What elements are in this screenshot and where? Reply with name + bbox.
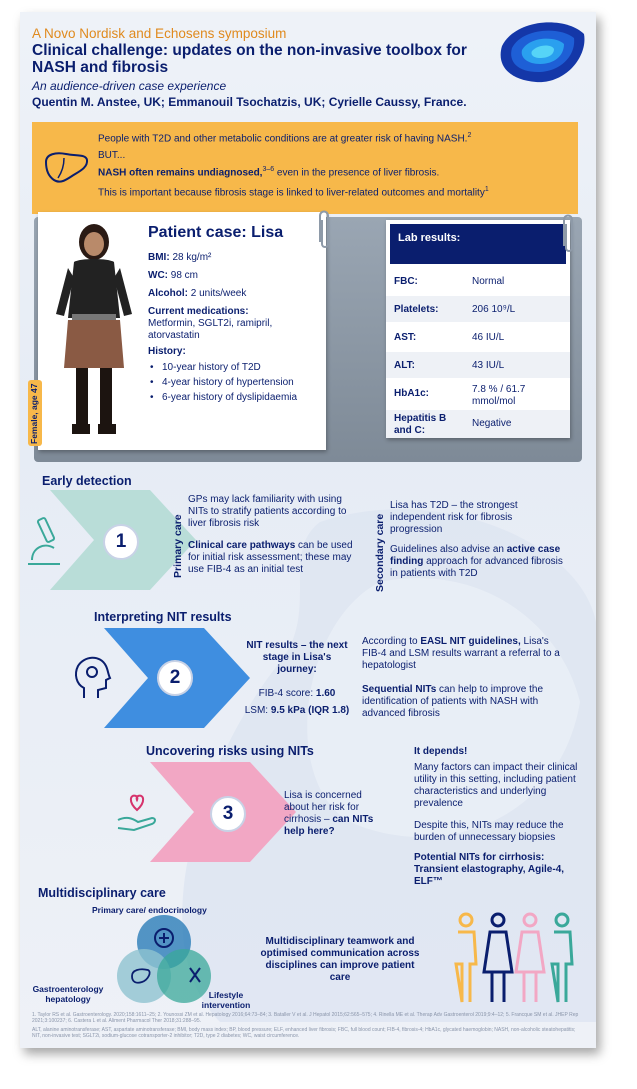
- lab-row: ALT: 43 IU/L: [386, 352, 570, 378]
- risks-text2: Despite this, NITs may reduce the burden of unnecessary biopsies: [414, 820, 564, 843]
- footer-references: 1. Taylor RS et al. Gastroenterology. 2020;158:1611–25; 2. Younossi ZM et al. Hepatology 2016;64:73–84; 3. Bataller V et al. J Hepatol 2015;62:565–575; 4. Rinella ME et al. Therap Adv Gastroenterol 2019;9:4–12; 5. Francque SM et al. JHEP Rep 2021;3:100237; 6. Castera L et al. Aliment Pharmacol Ther 2018;31:288–95.: [32, 1012, 579, 1024]
- fib4-score: FIB-4 score: 1.60: [258, 688, 336, 699]
- history-item: • 4-year history of hypertension: [148, 377, 324, 389]
- it-depends: It depends!: [414, 746, 468, 757]
- lab-title: Lab results:: [390, 224, 566, 264]
- alert-line1: People with T2D and other metabolic conditions are at greater risk of having NASH.$^2$: [98, 132, 472, 145]
- nit-results-title: NIT results – the next stage in Lisa's journey:: [246, 640, 348, 675]
- patient-bmi: BMI: 28 kg/m²: [148, 252, 212, 263]
- footer-abbreviations: ALT, alanine aminotransferase; AST, aspartate aminotransferase; BMI, body mass index; BP, blood pressure; ELF, enhanced liver fibrosis; FBC, full blood count; FIB-4, fibrosis-4; HbA1c, glycated haemoglobin; NASH, non-alcoholic steatohepatitis; NIT, non-invasive test; SGLT2i, sodium-glucose cotransporter-2 inhibitor; T2D, type 2 diabetes; WC, waist circumference.: [32, 1027, 576, 1039]
- lab-row: Platelets: 206 10⁹/L: [386, 296, 570, 322]
- patient-card: [38, 212, 326, 450]
- secondary-care-label: Secondary care: [374, 513, 386, 592]
- early-detection-heading: Early detection: [42, 474, 132, 488]
- venn-left-label: Gastroenterology hepatology: [32, 984, 104, 1004]
- cirrhosis-question: Lisa is concerned about her risk for cirrhosis – can NITs help here?: [284, 790, 374, 837]
- risks-text1: Many factors can impact their clinical utility in this setting, including patient characteristics and underlying prevalence: [414, 762, 578, 809]
- patient-wc: WC: 98 cm: [148, 270, 199, 281]
- heart-hand-icon: [114, 788, 160, 834]
- paperclip-icon: [560, 212, 576, 254]
- lsm-score: LSM: 9.5 kPa (IQR 1.8): [244, 705, 350, 716]
- people-group-icon: [448, 908, 588, 1008]
- alert-banner: [32, 122, 578, 214]
- alert-line4: This is important because fibrosis stage is linked to liver-related outcomes and mortality$^1$: [98, 186, 489, 199]
- multi-center-text: Multidisciplinary teamwork and optimised communication across disciplines can improve patient care: [260, 936, 420, 983]
- liver-outline-icon: [42, 150, 90, 186]
- patient-meds: Metformin, SGLT2i, ramipril, atorvastatin: [148, 318, 273, 341]
- sequential-nit-text: Sequential NITs can help to improve the identification of patients with NASH with advanced fibrosis: [362, 684, 544, 719]
- primary-care-text2: Clinical care pathways can be used for initial risk assessment; these may use FIB-4 as an initial test: [188, 540, 353, 575]
- patient-photo: [46, 218, 142, 446]
- patient-title: Patient case: Lisa: [148, 224, 284, 241]
- venn-top-label: Primary care/ endocrinology: [92, 905, 207, 915]
- lab-row: Hepatitis B and C: Negative: [386, 410, 570, 438]
- paperclip-icon: [316, 208, 332, 250]
- venn-right-label: Lifestyle intervention: [201, 990, 251, 1010]
- interpret-heading: Interpreting NIT results: [94, 610, 232, 624]
- primary-care-text1: GPs may lack familiarity with using NITs to stratify patients according to liver fibrosis risk: [188, 494, 347, 529]
- secondary-care-text1: Lisa has T2D – the strongest independent risk for fibrosis progression: [390, 500, 518, 535]
- lab-row: HbA1c: 7.8 % / 61.7 mmol/mol: [386, 380, 570, 410]
- microscope-icon: [24, 512, 64, 572]
- symposium-logo: [496, 16, 588, 88]
- primary-care-label: Primary care: [172, 514, 184, 578]
- patient-history-label: History:: [148, 346, 186, 357]
- step-2-badge: 2: [157, 660, 193, 696]
- easl-text: According to EASL NIT guidelines, Lisa's FIB-4 and LSM results warrant a referral to a hepatologist: [362, 636, 560, 671]
- patient-alcohol: Alcohol: 2 units/week: [148, 288, 247, 299]
- page-title: Clinical challenge: updates on the non-invasive toolbox for NASH and fibrosis: [32, 42, 467, 76]
- risks-heading: Uncovering risks using NITs: [146, 744, 314, 758]
- patient-history-list: [148, 362, 324, 407]
- lab-row: AST: 46 IU/L: [386, 324, 570, 350]
- head-gear-icon: [70, 652, 112, 702]
- patient-meds-label: Current medications:: [148, 306, 249, 317]
- multi-heading: Multidisciplinary care: [38, 886, 166, 900]
- alert-line3: NASH often remains undiagnosed,$^{3-6}$ even in the presence of liver fibrosis.: [98, 166, 440, 179]
- page-subtitle: An audience-driven case experience: [32, 79, 227, 93]
- history-item: • 10-year history of T2D: [148, 362, 324, 374]
- lab-row: FBC: Normal: [386, 268, 570, 294]
- authors: Quentin M. Anstee, UK; Emmanouil Tsochatzis, UK; Cyrielle Caussy, France.: [32, 95, 467, 109]
- lab-results-card: [386, 220, 570, 438]
- history-item: • 6-year history of dyslipidaemia: [148, 392, 324, 404]
- step-3-badge: 3: [210, 796, 246, 832]
- poster: [20, 12, 596, 1048]
- age-tag-label: Female, age 47: [29, 383, 39, 444]
- alert-line2: BUT...: [98, 150, 126, 161]
- step-1-badge: 1: [103, 524, 139, 560]
- symposium-label: A Novo Nordisk and Echosens symposium: [32, 26, 287, 41]
- secondary-care-text2: Guidelines also advise an active case finding approach for advanced fibrosis in patients with T2D: [390, 544, 563, 579]
- potential-nits: Potential NITs for cirrhosis: Transient elastography, Agile-4, ELF™: [414, 852, 565, 887]
